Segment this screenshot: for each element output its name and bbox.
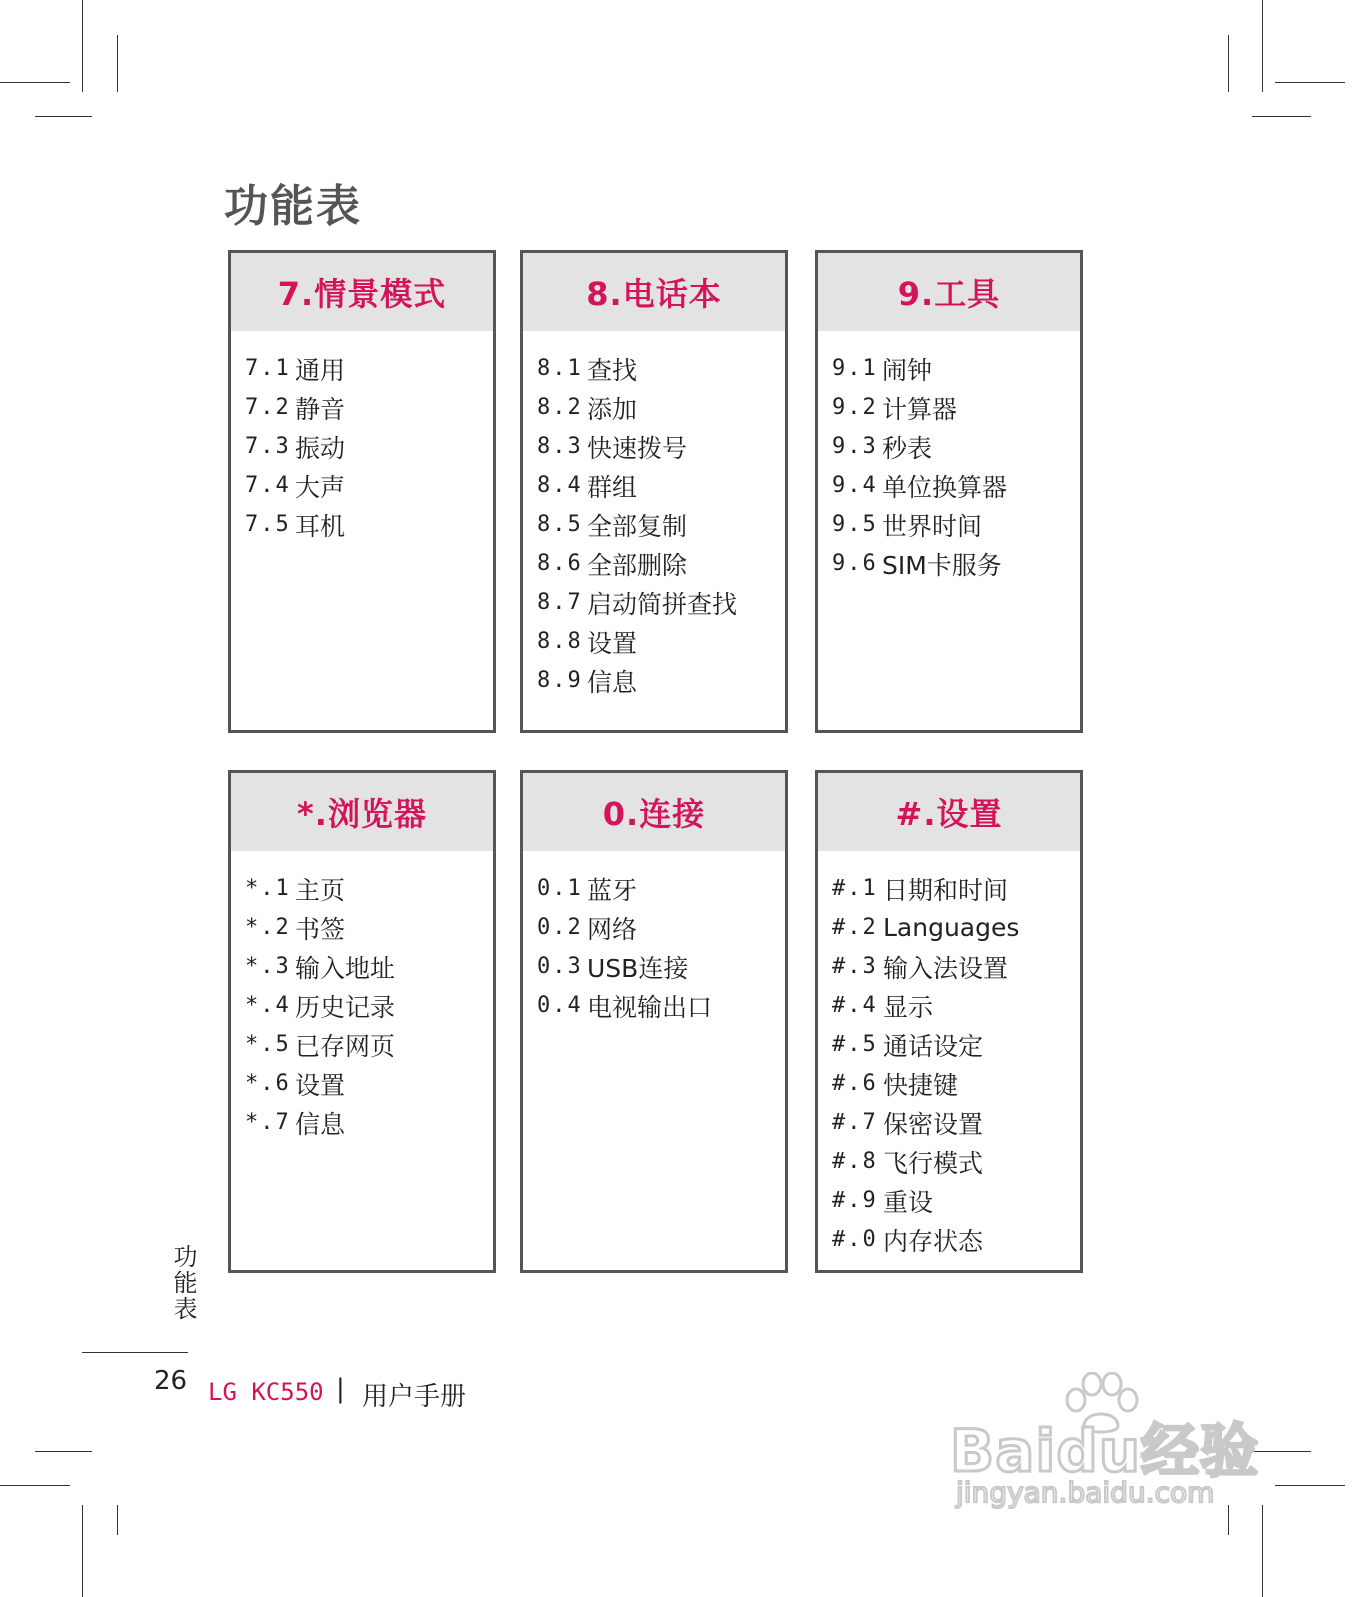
panel-heading: #.设置 <box>818 773 1080 851</box>
list-item[interactable] <box>818 1181 1080 1220</box>
panel-heading: 7.情景模式 <box>231 253 493 331</box>
item-label: 查找 <box>587 355 638 385</box>
item-label: 电视输出口 <box>587 992 713 1022</box>
item-number: 0.3 <box>537 954 583 979</box>
footer-product-name: LG KC550 <box>208 1378 324 1406</box>
item-number: 7.1 <box>245 356 291 381</box>
panel-tools <box>815 250 1083 733</box>
list-item[interactable] <box>231 986 493 1025</box>
list-item[interactable] <box>818 869 1080 908</box>
crop-mark <box>117 1505 118 1535</box>
item-number: 9.1 <box>832 356 878 381</box>
item-number: 8.3 <box>537 434 583 459</box>
item-number: 7.3 <box>245 434 291 459</box>
item-number: #.6 <box>832 1071 878 1096</box>
item-label: 输入地址 <box>295 953 396 983</box>
item-label: 历史记录 <box>295 992 396 1022</box>
item-label: 网络 <box>587 914 638 944</box>
item-number: #.0 <box>832 1227 878 1252</box>
crop-mark <box>1275 82 1345 83</box>
list-item[interactable] <box>818 544 1080 583</box>
panel-settings <box>815 770 1083 1273</box>
list-item[interactable] <box>818 908 1080 947</box>
list-item[interactable] <box>523 505 785 544</box>
item-label: 耳机 <box>295 511 346 541</box>
item-number: #.5 <box>832 1032 878 1057</box>
crop-mark <box>117 35 118 92</box>
item-label: 快速拨号 <box>587 433 688 463</box>
list-item[interactable] <box>231 947 493 986</box>
crop-mark <box>0 82 70 83</box>
list-item[interactable] <box>523 908 785 947</box>
item-number: 9.4 <box>832 473 878 498</box>
item-label: USB连接 <box>587 953 689 983</box>
crop-mark <box>35 1451 92 1452</box>
panel-connectivity <box>520 770 788 1273</box>
item-label: Languages <box>883 913 1020 942</box>
crop-mark <box>1228 35 1229 92</box>
item-number: 8.1 <box>537 356 583 381</box>
list-item[interactable] <box>523 661 785 700</box>
item-number: #.3 <box>832 954 878 979</box>
list-item[interactable] <box>523 869 785 908</box>
menu-list <box>231 331 493 544</box>
item-label: 全部复制 <box>587 511 688 541</box>
watermark-brand: Baidu经验 <box>950 1417 1260 1485</box>
list-item[interactable] <box>523 388 785 427</box>
item-number: 9.6 <box>832 551 878 576</box>
list-item[interactable] <box>523 427 785 466</box>
item-label: 主页 <box>295 875 346 905</box>
panel-heading: *.浏览器 <box>231 773 493 851</box>
item-label: 设置 <box>587 628 638 658</box>
item-number: #.7 <box>832 1110 878 1135</box>
crop-mark <box>35 116 92 117</box>
list-item[interactable] <box>818 388 1080 427</box>
list-item[interactable] <box>818 1025 1080 1064</box>
list-item[interactable] <box>523 986 785 1025</box>
footer-separator: | <box>336 1374 345 1404</box>
page-number: 26 <box>154 1366 188 1396</box>
item-label: 重设 <box>883 1187 934 1217</box>
item-number: 8.8 <box>537 629 583 654</box>
item-label: 显示 <box>883 992 934 1022</box>
list-item[interactable] <box>818 466 1080 505</box>
baidu-watermark <box>950 1372 1270 1522</box>
list-item[interactable] <box>818 1103 1080 1142</box>
item-number: *.7 <box>245 1110 291 1135</box>
item-label: 飞行模式 <box>883 1148 984 1178</box>
list-item[interactable] <box>231 427 493 466</box>
item-label: 闹钟 <box>882 355 933 385</box>
list-item[interactable] <box>818 1142 1080 1181</box>
list-item[interactable] <box>231 908 493 947</box>
item-number: *.1 <box>245 876 291 901</box>
item-label: 已存网页 <box>295 1031 396 1061</box>
item-label: 秒表 <box>882 433 933 463</box>
item-label: 信息 <box>587 667 638 697</box>
panel-phonebook <box>520 250 788 733</box>
footer-divider <box>82 1352 188 1353</box>
item-label: 通用 <box>295 355 346 385</box>
page-title: 功能表 <box>224 181 362 232</box>
list-item[interactable] <box>523 349 785 388</box>
item-number: 0.2 <box>537 915 583 940</box>
crop-mark <box>82 1505 83 1597</box>
list-item[interactable] <box>231 505 493 544</box>
item-number: *.2 <box>245 915 291 940</box>
item-number: 7.2 <box>245 395 291 420</box>
item-label: 书签 <box>295 914 346 944</box>
item-label: 全部删除 <box>587 550 688 580</box>
menu-list <box>818 851 1080 1259</box>
item-number: 8.2 <box>537 395 583 420</box>
item-label: 蓝牙 <box>587 875 638 905</box>
item-label: 输入法设置 <box>883 953 1009 983</box>
item-number: 8.6 <box>537 551 583 576</box>
list-item[interactable] <box>818 1064 1080 1103</box>
menu-list <box>523 331 785 700</box>
section-side-label: 功能表 <box>169 1244 197 1322</box>
item-label: 日期和时间 <box>883 875 1009 905</box>
list-item[interactable] <box>231 349 493 388</box>
list-item[interactable] <box>231 1103 493 1142</box>
menu-list <box>523 851 785 1025</box>
list-item[interactable] <box>231 388 493 427</box>
list-item[interactable] <box>818 505 1080 544</box>
item-number: 7.5 <box>245 512 291 537</box>
item-number: 0.4 <box>537 993 583 1018</box>
item-number: 9.3 <box>832 434 878 459</box>
item-label: 添加 <box>587 394 638 424</box>
panel-profiles <box>228 250 496 733</box>
list-item[interactable] <box>523 544 785 583</box>
crop-mark <box>0 1485 70 1486</box>
item-label: 单位换算器 <box>882 472 1008 502</box>
list-item[interactable] <box>818 349 1080 388</box>
item-number: #.1 <box>832 876 878 901</box>
item-label: 快捷键 <box>883 1070 959 1100</box>
list-item[interactable] <box>523 947 785 986</box>
item-number: 8.7 <box>537 590 583 615</box>
item-label: 静音 <box>295 394 346 424</box>
item-label: SIM卡服务 <box>882 550 1002 580</box>
item-label: 设置 <box>295 1070 346 1100</box>
crop-mark <box>1275 1485 1345 1486</box>
panel-heading: 9.工具 <box>818 253 1080 331</box>
item-number: 8.4 <box>537 473 583 498</box>
panel-heading: 8.电话本 <box>523 253 785 331</box>
list-item[interactable] <box>231 1064 493 1103</box>
menu-list <box>818 331 1080 583</box>
item-number: #.4 <box>832 993 878 1018</box>
item-label: 大声 <box>295 472 346 502</box>
item-number: 9.2 <box>832 395 878 420</box>
list-item[interactable] <box>818 986 1080 1025</box>
list-item[interactable] <box>523 583 785 622</box>
item-label: 通话设定 <box>883 1031 984 1061</box>
item-number: 0.1 <box>537 876 583 901</box>
list-item[interactable] <box>523 466 785 505</box>
footer-manual-title: 用户手册 <box>362 1382 467 1412</box>
panel-browser <box>228 770 496 1273</box>
item-number: 7.4 <box>245 473 291 498</box>
item-number: *.3 <box>245 954 291 979</box>
crop-mark <box>1262 0 1263 92</box>
watermark-url: jingyan.baidu.com <box>956 1476 1215 1509</box>
item-label: 信息 <box>295 1109 346 1139</box>
list-item[interactable] <box>231 869 493 908</box>
item-label: 保密设置 <box>883 1109 984 1139</box>
item-number: #.9 <box>832 1188 878 1213</box>
item-label: 世界时间 <box>882 511 983 541</box>
item-number: *.6 <box>245 1071 291 1096</box>
item-label: 振动 <box>295 433 346 463</box>
item-label: 计算器 <box>882 394 958 424</box>
list-item[interactable] <box>231 1025 493 1064</box>
list-item[interactable] <box>818 427 1080 466</box>
item-number: #.2 <box>832 915 878 940</box>
crop-mark <box>82 0 83 92</box>
item-number: *.5 <box>245 1032 291 1057</box>
crop-mark <box>1252 116 1311 117</box>
item-number: #.8 <box>832 1149 878 1174</box>
item-label: 内存状态 <box>883 1226 984 1256</box>
panel-heading: 0.连接 <box>523 773 785 851</box>
list-item[interactable] <box>231 466 493 505</box>
item-number: 9.5 <box>832 512 878 537</box>
item-number: 8.9 <box>537 668 583 693</box>
item-label: 启动简拼查找 <box>587 589 738 619</box>
list-item[interactable] <box>523 622 785 661</box>
item-label: 群组 <box>587 472 638 502</box>
item-number: *.4 <box>245 993 291 1018</box>
menu-list <box>231 851 493 1142</box>
item-number: 8.5 <box>537 512 583 537</box>
list-item[interactable] <box>818 947 1080 986</box>
list-item[interactable] <box>818 1220 1080 1259</box>
